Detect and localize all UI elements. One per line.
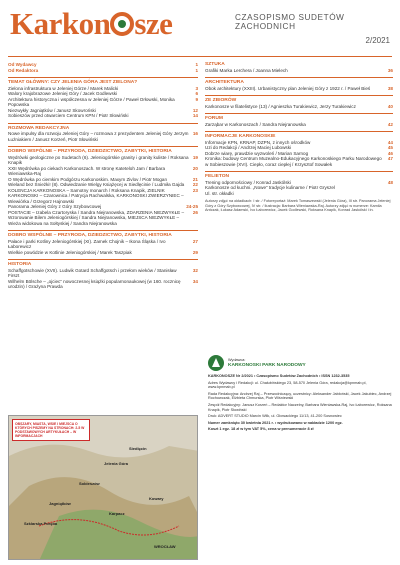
publisher-info <box>208 355 394 560</box>
toc-entry[interactable] <box>205 86 393 92</box>
map-label-siedlecin: Siedlęcin <box>129 446 147 451</box>
toc-entry-page: 9 <box>195 96 198 102</box>
section-heading: FORUM <box>205 113 393 122</box>
map-label-jagniatkow: Jagniątków <box>49 501 71 506</box>
toc-entry-page: 48 <box>387 179 393 185</box>
toc-entry-page: 14 <box>192 113 198 118</box>
toc-entry-page: 1 <box>195 62 198 67</box>
toc-entry-title: Walory krajobrazowe Jeleniej Góry / Jacek Godlewski <box>8 91 118 96</box>
toc-entry-title: O Wędrówka po ciemkim Podgórzu Karkonoskim. Maxym Zivlov / Piotr Mogan <box>8 176 168 182</box>
toc-entry-page: 44 <box>387 139 393 145</box>
toc-entry-page: 27 <box>192 238 198 244</box>
toc-entry[interactable] <box>8 113 198 119</box>
toc-entry-page: 12 <box>192 107 198 113</box>
toc-entry[interactable] <box>8 279 198 290</box>
toc-entry-page: 29 <box>192 249 198 255</box>
toc-entry-title: Schaffgotschowie (XVII). Ludwik Gotard Schaffgotsch i przełom wieków / Stanisław Firszt <box>8 267 177 278</box>
location-map <box>8 415 198 560</box>
print-info: Druk: ADVERT STUDIO Marcin Wilk, ul. Głowackiego 11/13, 41-200 Sosnowiec <box>208 414 342 419</box>
toc-entry-page: 23 <box>192 187 198 193</box>
section-heading: ZE ZBIORÓW <box>205 95 393 104</box>
toc-entry-title: XXII Wędrówka po ciekach Karkonoszach. W stronę Kateteloh Jam / Barbara Wieniawska-Raj <box>8 165 166 176</box>
toc-entry-title: Kronika: budowy Centrum Muzealno-Edukacyjnego Karkonoskiego Parku Narodowego w Sobieszowie (XVI). Ciepło, coraz ciepłej / Krzysztof Sowałek <box>205 156 382 167</box>
editorial-team: Zespół Redakcyjny: Janusz Korzeń – Redaktor Naczelny, Barbara Wieniawska-Raj, Ivo Łaborewicz, Roksana Knapik, Piotr Słowiński <box>208 402 392 412</box>
toc-entry-page: 40 <box>387 103 393 109</box>
toc-entry-title: POSTACIE – Izabela Czartoryska / Sandra Niejranowska, ZDARZENIA NIEZWYKŁE – Wzorowanie Bilem Jeleniogórskiej / Sandra Niejranowska, MIEJSCA NIEZWYKŁE – Wieża widokowa na Sołtyskiej / Sandra Niejranowska <box>8 209 185 226</box>
section-heading: FELIETON <box>205 171 393 180</box>
toc-entry-title: Od Wydawcy <box>8 62 37 67</box>
park-emblem-icon <box>208 355 224 371</box>
map-label-sobieszow: Sobieszów <box>79 481 100 486</box>
toc-entry[interactable] <box>205 104 393 110</box>
toc-entry-title: Wielkie powódzie w Kotlinie Jeleniogórskiej / Marek Taszpiak <box>8 249 132 255</box>
map-legend: OBSZARY, MIASTA, WSIE I MIEJSCA O KTÓRYCH PISZEMY NA STRONACH: 2-5 W PODSTAWOWYCH ARTYKUŁACH – W INFORMACJACH <box>12 419 90 441</box>
toc-entry-page: 38 <box>387 85 393 91</box>
toc-entry[interactable] <box>8 210 198 227</box>
toc-entry[interactable] <box>8 268 198 279</box>
section-heading: TEMAT GŁÓWNY: CZY JELENIA GÓRA JEST ZIELONA? <box>8 77 198 86</box>
toc-entry-title: Zielona infrastruktura w Jeleniej Górze / Marek Malicki <box>8 85 119 91</box>
section-heading: ARCHITEKTURA <box>205 77 393 86</box>
publisher-label: Wydawca: <box>228 357 246 362</box>
toc-entry-title: Karkonosze w filatelistyce (13) / Agnieszka Turakiewicz, Jerzy Turakiewicz <box>205 103 356 109</box>
toc-entry-title: Karkonosze od kuchni. „Nowe” tradycje kulinarne / Piotr Gryszel <box>205 185 335 190</box>
toc-entry-title: KOLENCJA KARKONOSKA – Samotny monarch / Roksana Knapik, ZIELNIK KARKONOSKI – Czarownica / Patrycja Rachwalska, KARKONOSKI ZWIERZYNIEC – Wiewiórka / Grzegorz Hajnowski <box>8 187 184 204</box>
editorial-board: Rada Redakcyjna: Andrzej Raj – Przewodniczący, uczestnicy: Aleksander Jabłoński, Jacek Jakubiec, Andrzej Rochowczak, Elżbieta Chmurska, Piotr Wiśniewski <box>208 391 392 401</box>
issue-number: 2/2021 <box>365 36 390 45</box>
toc-entry-page: 32 <box>192 267 198 273</box>
toc-entry-page: 36 <box>387 67 393 73</box>
toc-entry-page: 34 <box>192 278 198 284</box>
toc-entry-title: Dobrze wiarę, prawdzie wyzwoleń / Marian Sarnog <box>205 150 309 156</box>
toc-entry[interactable] <box>205 191 393 197</box>
toc-entry-title: Architektura historyczna i współczesna w Jeleniej Górze / Paweł Orłowski, Monika Popowska <box>8 96 175 107</box>
header-divider <box>8 56 392 57</box>
toc-entry[interactable] <box>205 122 393 128</box>
toc-entry-title: Informacje KPN, KRNAP, DZPN, z innych ośrodków <box>205 139 311 145</box>
toc-entry[interactable] <box>8 250 198 256</box>
contents-right-column <box>205 62 393 213</box>
toc-entry-page: 45 <box>387 145 393 150</box>
toc-entry-page: 46 <box>387 150 393 156</box>
toc-entry-title: Pałace i parki Kotliny Jeleniogórskiej (XI). Zamek Chojnik – Ikona Śląska / Ivo Łaborewicz <box>8 238 166 249</box>
toc-entry-page: 24-25 <box>186 204 198 209</box>
toc-entry-page: 6 <box>195 91 198 96</box>
toc-entry[interactable] <box>205 156 393 167</box>
map-label-szklarska-poreba: Szklarska Poręba <box>24 521 58 526</box>
toc-entry-title: Wieland bez Śnieżki! (8). Odwiedzanie Wielgy Książęcej w Siedlęcinie / Ludmiła Gajda <box>8 182 185 187</box>
toc-entry[interactable] <box>8 239 198 250</box>
toc-entry-title: Obok architektury (XXIII). Urbanistyczny plan Jeleniej Góry z 1922 r. / Paweł Bieś <box>205 85 371 91</box>
closing-info: Numer zamknięto 30 kwietnia 2021 r. • wydrukowano w nakładzie 1200 egz. <box>208 420 343 425</box>
section-heading: DOBRO WSPÓLNE – PRZYRODA, DZIEDZICTWO, ZABYTKI, HISTORIA <box>8 146 198 155</box>
publisher-address: Adres Wydawcy i Redakcji: ul. Chałubińskiego 23, 58-570 Jelenia Góra, redakcja@kpnmab.pl, www.kpnmab.pl <box>208 380 367 390</box>
magazine-subtitle: CZASOPISMO SUDETÓW ZACHODNICH <box>235 13 345 31</box>
toc-entry-title: Sobieszów przed otwarciem Centrum KPN / Piotr Słowiński <box>8 113 129 118</box>
logo-o-icon <box>110 12 134 36</box>
section-heading: INFORMACJE KARKONOSKIE <box>205 131 393 140</box>
toc-entry-page: 42 <box>387 121 393 127</box>
toc-entry-title: Od Redaktora <box>8 67 39 73</box>
price-info: Koszt 1 egz. 18 zł w tym VAT 5%, cena w prenumeracie 8 zł <box>208 427 314 432</box>
issue-details: KARKONOSZE Nr 2/2021 • Czasopismo Sudetów Zachodnich • ISSN 1232-3535 <box>208 374 350 378</box>
publisher-logo <box>208 355 394 371</box>
toc-entry[interactable] <box>8 188 198 205</box>
toc-entry[interactable] <box>8 155 198 166</box>
toc-entry-title: Uzi do Redakcji / Andrzej Maciej Lubowski <box>205 145 292 150</box>
toc-entry-page: 19 <box>192 154 198 160</box>
toc-entry-page: 20 <box>192 165 198 171</box>
toc-entry-title: Panorama Jeleniej Góry z Góry Szybowcowej <box>8 204 102 209</box>
toc-entry[interactable] <box>8 68 198 74</box>
masthead <box>0 0 400 58</box>
magazine-logo: Karkon sze <box>10 6 173 41</box>
toc-entry[interactable] <box>8 97 198 108</box>
map-label-jelenia-gora: Jelenia Góra <box>104 461 129 466</box>
toc-entry[interactable] <box>8 131 198 142</box>
toc-entry-page: 47 <box>387 156 393 161</box>
toc-entry-title: Ul. str. okładki <box>205 190 234 196</box>
toc-entry-title: Niezwykły Jagniątków / Janusz Skowroński <box>8 107 96 113</box>
toc-entry-page: 3 <box>195 85 198 91</box>
map-label-wroclaw: WROCŁAW <box>154 544 176 549</box>
toc-entry-page: 22 <box>192 182 198 187</box>
toc-entry[interactable] <box>205 68 393 74</box>
toc-entry-page: 1 <box>195 67 198 73</box>
toc-entry-page: 21 <box>192 176 198 182</box>
section-heading: ROZMOWA REDAKCYJNA <box>8 123 198 132</box>
publisher-name: KARKONOSKI PARK NARODOWY <box>228 362 306 368</box>
toc-entry-title: Grafiki Marka Lerchera / Joanna Mielech <box>205 67 288 73</box>
toc-entry-title: Wędrówki geologiczne po Sudetach (6). Jeleniogórskie granity i granity kuliste / Roksana Knapik <box>8 154 189 165</box>
map-label-karpacz: Karpacz <box>109 511 125 516</box>
section-heading: HISTORIA <box>8 259 198 268</box>
toc-entry-title: Nowe impulsy dla rozwoju Jeleniej Góry – rozmowa z prezydentem Jeleniej Góry Jerzym Łużniakiem / Janusz Korzeń, Piotr Słowiński <box>8 131 189 142</box>
toc-entry-page: 26 <box>192 209 198 215</box>
section-heading: SZTUKA <box>205 62 225 67</box>
toc-entry[interactable] <box>8 166 198 177</box>
toc-entry-title: Wilhelm Bölsche – „ojciec” nowoczesnej książki popularnonaukowej (w 160. rocznicę urodzin) / Grażyna Prawda <box>8 278 181 289</box>
toc-entry-title: Trening odpornościowy / Konrad Jaskólski <box>205 179 291 185</box>
toc-entry-page: 16 <box>192 131 198 136</box>
photo-credits: Autorzy zdjęć na okładkach: I str. / Fotoreportaż: Marek Tomaszewski (Jelenia Góra), III str. Panorama Jeleniej Góry z Góry Szybowcowej, IV str. / Ilustracja: Barbara Wieniawska-Raj. Autorzy zdjęć w numerze: Kamila Antczak, Łukasz Adamski, Ivo Łaborewicz, Jacek Godlewski, Roksana Knapik, Konrad Jaskólski i in. <box>205 199 391 213</box>
section-heading: DOBRO WSPÓLNE – PRZYRODA, DZIEDZICTWO, ZABYTKI, HISTORIA <box>8 230 198 239</box>
map-label-kowary: Kowary <box>149 496 164 501</box>
toc-entry-title: Zarząbar w Karkonoszach / Sandra Niejranowska <box>205 121 306 127</box>
contents-left-column <box>8 62 198 290</box>
